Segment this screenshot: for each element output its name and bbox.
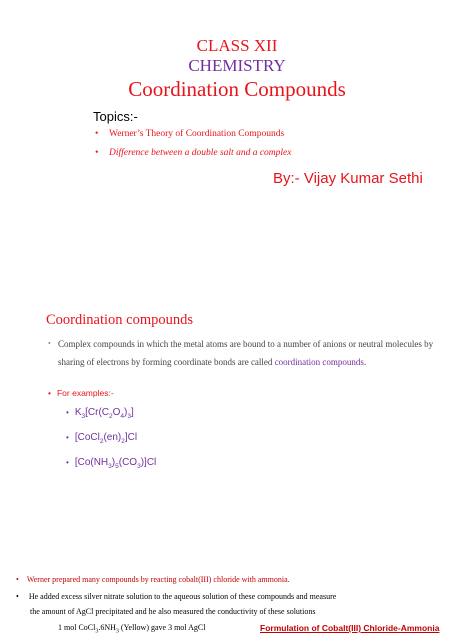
highlight-term: coordination compounds: [274, 357, 364, 367]
definition-bullet: • Complex compounds in which the metal atoms are bound to a number of anions or neutral molecules by sharing of electrons by forming coordinate bonds are called coordination compounds.: [48, 335, 448, 371]
werner-bullet: • Werner prepared many compounds by reacting cobalt(III) chloride with ammonia.: [16, 575, 290, 584]
table-caption: Formulation of Cobalt(III) Chloride-Ammonia: [260, 623, 440, 633]
bullet-icon: •: [66, 458, 69, 467]
topics-label: Topics:-: [93, 109, 138, 124]
section-heading: Coordination compounds: [46, 312, 194, 328]
bullet-icon: •: [95, 148, 99, 158]
examples-label: • For examples:-: [48, 388, 114, 398]
example-formula: • $[CoCl_2(en)_2]Cl$: [66, 432, 138, 445]
author-credit: By:- Vijay Kumar Sethi: [273, 170, 423, 187]
bullet-icon: •: [66, 408, 69, 417]
bullet-icon: •: [48, 339, 51, 348]
topic-item: • Difference between a double salt and a complex: [95, 148, 292, 158]
class-title: CLASS XII: [196, 36, 278, 55]
bullet-icon: •: [95, 129, 99, 139]
topic-item: • Werner’s Theory of Coordination Compounds: [95, 129, 285, 139]
subject-title: CHEMISTRY: [188, 56, 286, 75]
main-title: Coordination Compounds: [128, 77, 346, 101]
bullet-icon: •: [16, 575, 19, 584]
bullet-icon: •: [16, 592, 19, 601]
result-line: 1 mol $CoCl_3.6NH_3$ (Yellow) gave 3 mol AgCl: [58, 623, 206, 635]
example-formula: • $[Co(NH_3)_5(CO_3)]Cl$: [66, 457, 157, 470]
experiment-bullet: • He added excess silver nitrate solution to the aqueous solution of these compounds and measure: [16, 592, 337, 601]
example-formula: • $K_3[Cr(C_2O_4)_3]$: [66, 407, 134, 420]
experiment-continuation: the amount of AgCl precipitated and he also measured the conductivity of these solutions: [30, 607, 316, 616]
bullet-icon: •: [48, 388, 51, 398]
bullet-icon: •: [66, 433, 69, 442]
